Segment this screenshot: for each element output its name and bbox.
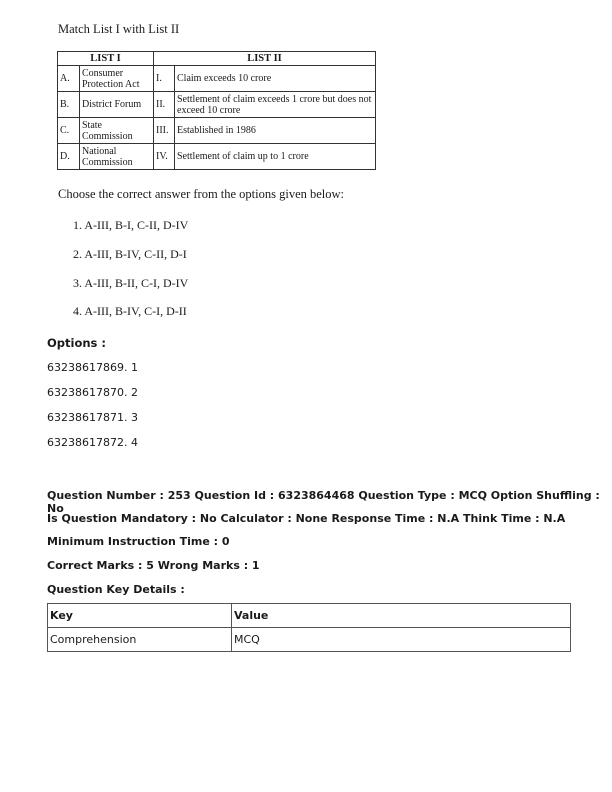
- question-intro: Match List I with List II: [58, 22, 180, 36]
- list1-header: LIST I: [58, 52, 154, 66]
- value-column-header: Value: [232, 604, 571, 628]
- row-letter: A.: [58, 66, 80, 92]
- row-num: II.: [154, 92, 175, 118]
- value-cell: MCQ: [232, 628, 571, 652]
- row-desc: Established in 1986: [175, 118, 376, 144]
- row-item: District Forum: [80, 92, 154, 118]
- option-item: 63238617872. 4: [47, 436, 138, 449]
- key-details-table: [47, 603, 571, 652]
- row-num: I.: [154, 66, 175, 92]
- key-column-header: Key: [48, 604, 232, 628]
- row-letter: D.: [58, 144, 80, 170]
- row-desc: Settlement of claim up to 1 crore: [175, 144, 376, 170]
- question-marks: Correct Marks : 5 Wrong Marks : 1: [47, 559, 260, 572]
- row-item: State Commission: [80, 118, 154, 144]
- table-row: [58, 92, 376, 118]
- question-meta-line: Question Number : 253 Question Id : 6323864468 Question Type : MCQ Option Shuffling : No: [47, 489, 600, 515]
- answer-choice: 2. A-III, B-IV, C-II, D-I: [73, 247, 187, 261]
- option-item: 63238617869. 1: [47, 361, 138, 374]
- answer-choice: 3. A-III, B-II, C-I, D-IV: [73, 276, 189, 290]
- row-num: III.: [154, 118, 175, 144]
- row-desc: Claim exceeds 10 crore: [175, 66, 376, 92]
- table-row: [58, 118, 376, 144]
- match-table-header: [58, 52, 376, 66]
- table-row: [58, 144, 376, 170]
- row-item: Consumer Protection Act: [80, 66, 154, 92]
- table-row: [58, 66, 376, 92]
- answer-choice: 4. A-III, B-IV, C-I, D-II: [73, 304, 187, 318]
- option-item: 63238617870. 2: [47, 386, 138, 399]
- options-heading: Options :: [47, 336, 106, 350]
- match-table: [57, 51, 376, 170]
- answer-choice: 1. A-III, B-I, C-II, D-IV: [73, 218, 189, 232]
- key-table-header: [48, 604, 571, 628]
- question-meta-line: Minimum Instruction Time : 0: [47, 535, 230, 548]
- row-letter: B.: [58, 92, 80, 118]
- option-item: 63238617871. 3: [47, 411, 138, 424]
- key-details-heading: Question Key Details :: [47, 583, 185, 596]
- row-desc: Settlement of claim exceeds 1 crore but does not exceed 10 crore: [175, 92, 376, 118]
- question-instruction: Choose the correct answer from the options given below:: [58, 187, 345, 201]
- row-item: National Commission: [80, 144, 154, 170]
- question-meta-line: Is Question Mandatory : No Calculator : None Response Time : N.A Think Time : N.A: [47, 512, 566, 525]
- key-cell: Comprehension: [48, 628, 232, 652]
- row-letter: C.: [58, 118, 80, 144]
- table-row: [48, 628, 571, 652]
- row-num: IV.: [154, 144, 175, 170]
- list2-header: LIST II: [154, 52, 376, 66]
